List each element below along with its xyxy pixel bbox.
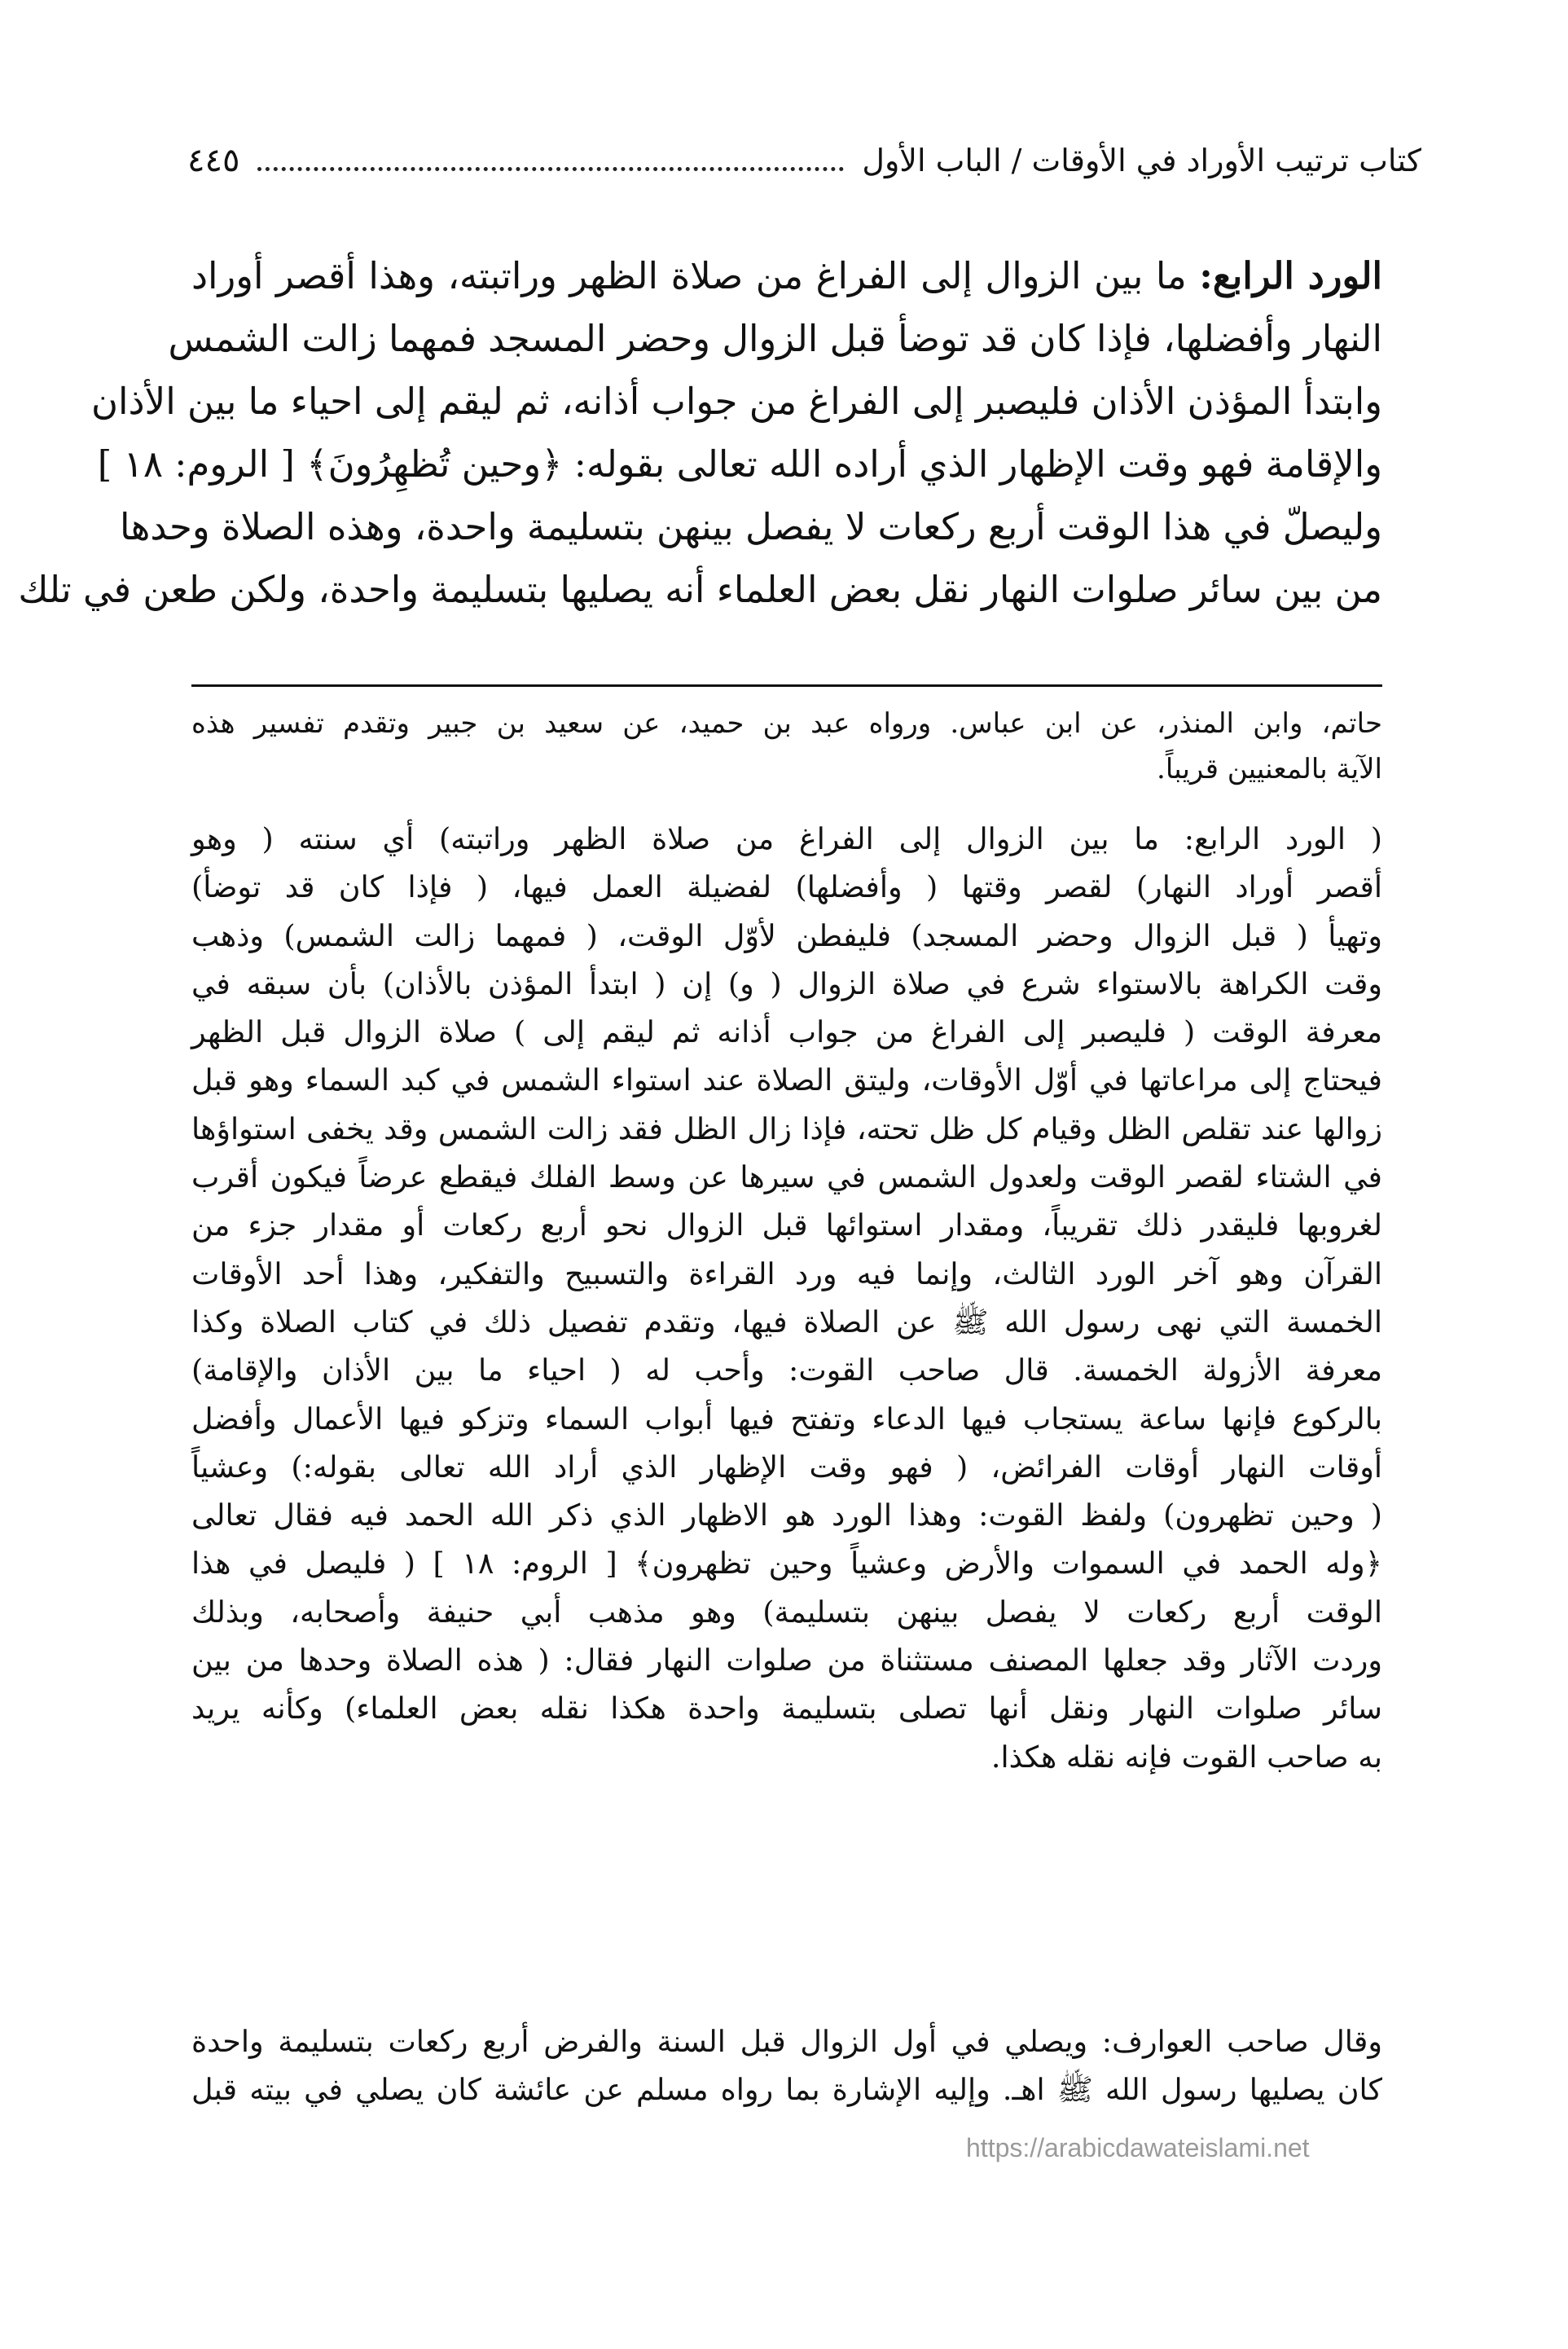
header-dotted-leader bbox=[257, 167, 844, 171]
commentary-line: الخمسة التي نهى رسول الله ﷺ عن الصلاة فيها، وتقدم تفصيل ذلك في كتاب الصلاة وكذا bbox=[191, 1304, 1382, 1339]
main-text-line: الورد الرابع: ما بين الزوال إلى الفراغ من صلاة الظهر وراتبته، وهذا أقصر أوراد bbox=[191, 254, 1382, 297]
running-title: كتاب ترتيب الأوراد في الأوقات / الباب الأول bbox=[862, 143, 1421, 178]
commentary-line: كان يصليها رسول الله ﷺ اهـ. وإليه الإشارة بما رواه مسلم عن عائشة كان يصلي في بيته قبل bbox=[191, 2072, 1382, 2107]
commentary-line: وقال صاحب العوارف: ويصلي في أول الزوال قبل السنة والفرض أربع ركعات بتسليمة واحدة bbox=[191, 2024, 1382, 2059]
footnote-line: الآية بالمعنيين قريباً. bbox=[1157, 753, 1382, 785]
commentary-line: معرفة الأزولة الخمسة. قال صاحب القوت: وأحب له ( احياء ما بين الأذان والإقامة) bbox=[191, 1353, 1382, 1388]
commentary bbox=[191, 815, 1382, 1781]
commentary-line: الوقت أربع ركعات لا يفصل بينهن بتسليمة) وهو مذهب أبي حنيفة وأصحابه، وبذلك bbox=[191, 1594, 1382, 1630]
commentary-line: سائر صلوات النهار ونقل أنها تصلى بتسليمة واحدة هكذا نقله بعض العلماء) وكأنه يريد bbox=[191, 1691, 1382, 1727]
commentary-line: في الشتاء لقصر الوقت ولعدول الشمس في سيرها عن وسط الفلك فيقطع عرضاً فيكون أقرب bbox=[191, 1159, 1382, 1195]
page-number: ٤٤٥ bbox=[187, 142, 240, 179]
commentary-line: ﴿وله الحمد في السموات والأرض وعشياً وحين تظهرون﴾ [ الروم: ١٨ ] ( فليصل في هذا bbox=[191, 1546, 1382, 1581]
footnote-separator bbox=[191, 684, 1382, 687]
source-watermark: https://arabicdawateislami.net bbox=[966, 2133, 1310, 2162]
page-header bbox=[187, 132, 1421, 189]
main-text-line: وابتدأ المؤذن الأذان فليصبر إلى الفراغ من جواب أذانه، ثم ليقم إلى احياء ما بين الأذان bbox=[90, 380, 1382, 423]
commentary-continued bbox=[191, 2017, 1382, 2114]
commentary-line: ( وحين تظهرون) ولفظ القوت: وهذا الورد هو الاظهار الذي ذكر الله الحمد فيه فقال تعالى bbox=[191, 1498, 1382, 1533]
commentary-line: أقصر أوراد النهار) لقصر وقتها ( وأفضلها) لفضيلة العمل فيها، ( فإذا كان قد توضأ) bbox=[191, 869, 1382, 905]
commentary-line: بالركوع فإنها ساعة يستجاب فيها الدعاء وتفتح فيها أبواب السماء وتزكو فيها الأعمال وأفضل bbox=[191, 1401, 1382, 1436]
commentary-line: وردت الآثار وقد جعلها المصنف مستثناة من صلوات النهار فقال: ( هذه الصلاة وحدها من بين bbox=[191, 1643, 1382, 1678]
main-text-line: النهار وأفضلها، فإذا كان قد توضأ قبل الزوال وحضر المسجد فمهما زالت الشمس bbox=[168, 317, 1382, 360]
main-text bbox=[18, 244, 1382, 621]
commentary-line: معرفة الوقت ( فليصبر إلى الفراغ من جواب أذانه ثم ليقم إلى ) صلاة الزوال قبل الظهر bbox=[191, 1014, 1382, 1050]
commentary-line: ( الورد الرابع: ما بين الزوال إلى الفراغ من صلاة الظهر وراتبته) أي سنته ( وهو bbox=[191, 821, 1382, 856]
main-text-line: والإقامة فهو وقت الإظهار الذي أراده الله تعالى بقوله: ﴿وحين تُظهِرُونَ﴾ [ الروم: ١٨ ] bbox=[97, 442, 1382, 486]
footnote bbox=[191, 701, 1382, 792]
commentary-line: القرآن وهو آخر الورد الثالث، وإنما فيه ورد القراءة والتسبيح والتفكير، وهذا أحد الأوقات bbox=[191, 1256, 1382, 1291]
commentary-line: أوقات النهار أوقات الفرائض، ( فهو وقت الإظهار الذي أراد الله تعالى بقوله:) وعشياً bbox=[191, 1449, 1382, 1485]
section-heading: الورد الرابع: bbox=[1199, 254, 1382, 297]
commentary-line: لغروبها فليقدر ذلك تقريباً، ومقدار استوائها قبل الزوال نحو أربع ركعات أو مقدار جزء من bbox=[191, 1207, 1382, 1243]
commentary-line: به صاحب القوت فإنه نقله هكذا. bbox=[990, 1739, 1382, 1775]
commentary-line: زوالها عند تقلص الظل وقيام كل ظل تحته، فإذا زال الظل فقد زالت الشمس وقد يخفى استواؤها bbox=[191, 1111, 1382, 1146]
main-text-line: وليصلّ في هذا الوقت أربع ركعات لا يفصل بينهن بتسليمة واحدة، وهذه الصلاة وحدها bbox=[119, 505, 1382, 548]
footnote-line: حاتم، وابن المنذر، عن ابن عباس. ورواه عبد بن حميد، عن سعيد بن جبير وتقدم تفسير هذه bbox=[191, 707, 1382, 740]
main-text-line: من بين سائر صلوات النهار نقل بعض العلماء أنه يصليها بتسليمة واحدة، ولكن طعن في تلك bbox=[18, 568, 1382, 611]
commentary-line: وقت الكراهة بالاستواء شرع في صلاة الزوال ( و) إن ( ابتدأ المؤذن بالأذان) بأن سبقه في bbox=[191, 966, 1382, 1001]
commentary-line: فيحتاج إلى مراعاتها في أوّل الأوقات، وليتق الصلاة عند استواء الشمس في كبد السماء وهو قبل bbox=[191, 1062, 1382, 1098]
commentary-line: وتهيأ ( قبل الزوال وحضر المسجد) فليفطن لأوّل الوقت، ( فمهما زالت الشمس) وذهب bbox=[191, 917, 1382, 953]
